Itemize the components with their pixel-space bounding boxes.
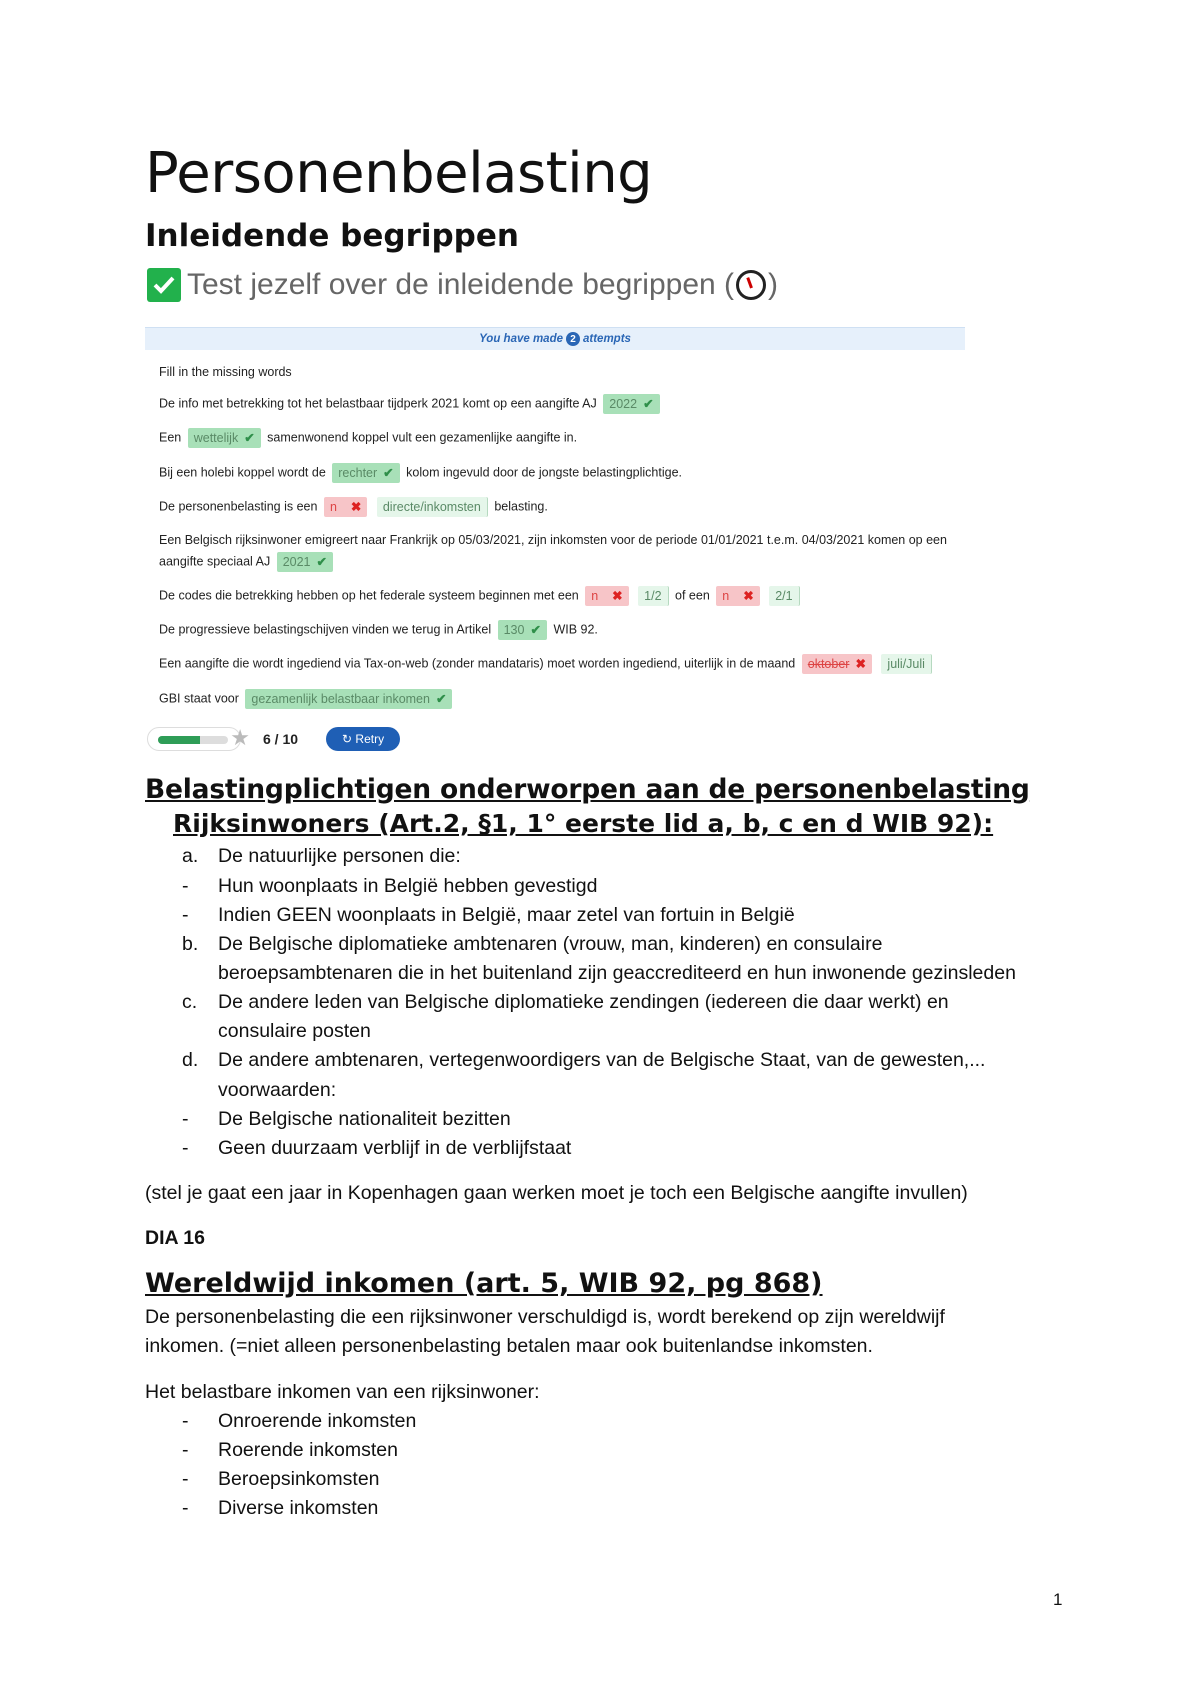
- list-item: Roerende inkomsten: [218, 1439, 398, 1461]
- answer-field[interactable]: gezamenlijk belastbaar inkomen ✔: [245, 689, 452, 709]
- list-marker: a.: [182, 845, 199, 867]
- list-marker: -: [182, 1137, 189, 1159]
- question-8: Een aangifte die wordt ingediend via Tax-on-web (zonder mandataris) moet worden ingediend, uiterlijk in de maand oktober ✖ juli/Juli: [159, 654, 935, 674]
- list-item-a: De natuurlijke personen die:: [218, 845, 461, 867]
- list-item: Onroerende inkomsten: [218, 1410, 417, 1432]
- list-item: Beroepsinkomsten: [218, 1468, 380, 1490]
- check-icon: ✔: [244, 431, 255, 445]
- correct-answer: 2/1: [769, 586, 799, 606]
- list-marker: -: [182, 1439, 189, 1461]
- attempts-count-badge: 2: [566, 332, 580, 346]
- section-subtitle: Inleidende begrippen: [145, 218, 519, 254]
- list-item-c: De andere leden van Belgische diplomatieke zendingen (iedereen die daar werkt) en: [218, 991, 949, 1013]
- question-3: Bij een holebi koppel wordt de rechter ✔ kolom ingevuld door de jongste belastingplichtige.: [159, 463, 682, 483]
- page-title: Personenbelasting: [145, 141, 653, 206]
- answer-field[interactable]: 130 ✔: [498, 620, 547, 640]
- check-icon: ✔: [643, 397, 654, 411]
- question-9: GBI staat voor gezamenlijk belastbaar inkomen ✔: [159, 689, 455, 709]
- list-marker: -: [182, 1497, 189, 1519]
- list-marker: -: [182, 1468, 189, 1490]
- question-5-line-2: aangifte speciaal AJ 2021 ✔: [159, 552, 336, 572]
- subheading-residents: Rijksinwoners (Art.2, §1, 1° eerste lid a, b, c en d WIB 92):: [173, 809, 994, 838]
- wrong-answer-field[interactable]: n ✖: [324, 497, 367, 517]
- note-paragraph: (stel je gaat een jaar in Kopenhagen gaan werken moet je toch een Belgische aangifte invullen): [145, 1182, 968, 1204]
- question-4: De personenbelasting is een n ✖ directe/inkomsten belasting.: [159, 497, 548, 517]
- question-5: Een Belgisch rijksinwoner emigreert naar Frankrijk op 05/03/2021, zijn inkomsten voor de periode 01/01/2021 t.e.m. 04/03/2021 komen op een: [159, 533, 947, 547]
- wrong-answer-field[interactable]: n ✖: [585, 586, 628, 606]
- score-bar: [147, 727, 400, 751]
- answer-field[interactable]: rechter ✔: [332, 463, 399, 483]
- retry-button[interactable]: ↻ Retry: [326, 727, 400, 751]
- list-item: Hun woonplaats in België hebben gevestigd: [218, 875, 598, 897]
- wrong-answer-field[interactable]: oktober ✖: [802, 654, 872, 674]
- test-link-close: ): [768, 268, 779, 301]
- list-item-c-cont: consulaire posten: [218, 1020, 371, 1042]
- wrong-answer-field[interactable]: n ✖: [716, 586, 759, 606]
- quiz-instruction: Fill in the missing words: [159, 365, 292, 379]
- test-link-text: Test jezelf over de inleidende begrippen (: [187, 268, 735, 301]
- list-marker: -: [182, 904, 189, 926]
- cross-icon: ✖: [743, 589, 754, 603]
- stopwatch-icon: [736, 270, 766, 300]
- list-marker: b.: [182, 933, 199, 955]
- question-6: De codes die betrekking hebben op het federale systeem beginnen met een n ✖ 1/2 of een n ✖ 2/1: [159, 586, 803, 606]
- attempts-banner: You have made 2 attempts: [145, 327, 965, 350]
- paragraph-intro: Het belastbare inkomen van een rijksinwoner:: [145, 1381, 540, 1403]
- paragraph-line: inkomen. (=niet alleen personenbelasting betalen maar ook buitenlandse inkomsten.: [145, 1335, 873, 1357]
- list-marker: -: [182, 1108, 189, 1130]
- test-yourself-link[interactable]: [147, 268, 778, 302]
- question-1: De info met betrekking tot het belastbaar tijdperk 2021 komt op een aangifte AJ 2022 ✔: [159, 394, 663, 414]
- answer-field[interactable]: wettelijk ✔: [188, 428, 261, 448]
- list-item-d-cont: voorwaarden:: [218, 1079, 337, 1101]
- correct-answer: directe/inkomsten: [377, 497, 488, 517]
- list-marker: c.: [182, 991, 198, 1013]
- paragraph-line: De personenbelasting die een rijksinwoner verschuldigd is, wordt berekend op zijn wereldwijf: [145, 1306, 945, 1328]
- section-heading-worldwide-income: Wereldwijd inkomen (art. 5, WIB 92, pg 868): [145, 1268, 823, 1299]
- progress-indicator: [147, 725, 250, 751]
- answer-field[interactable]: 2021 ✔: [277, 552, 333, 572]
- quiz-screenshot: [145, 327, 965, 754]
- section-heading-taxpayers: Belastingplichtigen onderworpen aan de personenbelasting: [145, 774, 1030, 805]
- cross-icon: ✖: [612, 589, 623, 603]
- list-item: Indien GEEN woonplaats in België, maar zetel van fortuin in België: [218, 904, 795, 926]
- progress-fill: [158, 736, 200, 744]
- list-item-d: De andere ambtenaren, vertegenwoordigers van de Belgische Staat, van de gewesten,...: [218, 1049, 986, 1071]
- correct-answer: juli/Juli: [881, 654, 932, 674]
- question-2: Een wettelijk ✔ samenwonend koppel vult een gezamenlijke aangifte in.: [159, 428, 577, 448]
- list-marker: d.: [182, 1049, 199, 1071]
- checkmark-icon: [147, 268, 181, 302]
- list-marker: -: [182, 1410, 189, 1432]
- list-item: De Belgische nationaliteit bezitten: [218, 1108, 511, 1130]
- check-icon: ✔: [316, 555, 327, 569]
- list-item: Geen duurzaam verblijf in de verblijfstaat: [218, 1137, 572, 1159]
- check-icon: ✔: [530, 623, 541, 637]
- correct-answer: 1/2: [638, 586, 668, 606]
- page-number: 1: [1053, 1590, 1063, 1609]
- star-icon: ★: [230, 725, 250, 750]
- cross-icon: ✖: [855, 657, 866, 671]
- answer-field[interactable]: 2022 ✔: [603, 394, 659, 414]
- slide-reference: DIA 16: [145, 1227, 205, 1249]
- question-7: De progressieve belastingschijven vinden we terug in Artikel 130 ✔ WIB 92.: [159, 620, 598, 640]
- list-item-b-cont: beroepsambtenaren die in het buitenland zijn geaccrediteerd en hun inwonende gezinsleden: [218, 962, 1016, 984]
- check-icon: ✔: [435, 692, 447, 706]
- cross-icon: ✖: [350, 500, 362, 514]
- list-item: Diverse inkomsten: [218, 1497, 379, 1519]
- score-text: 6 / 10: [263, 731, 299, 747]
- list-marker: -: [182, 875, 189, 897]
- list-item-b: De Belgische diplomatieke ambtenaren (vrouw, man, kinderen) en consulaire: [218, 933, 883, 955]
- check-icon: ✔: [383, 466, 394, 480]
